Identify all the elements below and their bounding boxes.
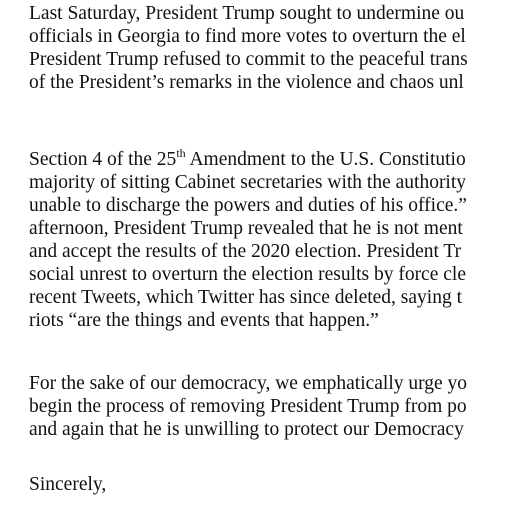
paragraph-3-line-2: begin the process of removing President Trump from po <box>29 396 467 417</box>
paragraph-2-line-4: afternoon, President Trump revealed that he is not ment <box>29 218 463 239</box>
paragraph-2-line-5: and accept the results of the 2020 election. President Tr <box>29 241 462 262</box>
paragraph-1-line-1: Last Saturday, President Trump sought to undermine ou <box>29 3 465 24</box>
paragraph-1-line-4: of the President’s remarks in the violence and chaos unl <box>29 72 464 93</box>
paragraph-2-line-1 <box>29 145 466 171</box>
paragraph-3-line-1: For the sake of our democracy, we emphatically urge yo <box>29 373 468 394</box>
paragraph-2-line-6: social unrest to overturn the election results by force cle <box>29 264 466 285</box>
closing-salutation: Sincerely, <box>29 474 107 495</box>
paragraph-2-line-1-end: Amendment to the U.S. Constitutio <box>185 149 466 170</box>
paragraph-1-line-3: President Trump refused to commit to the peaceful trans <box>29 49 468 70</box>
ordinal-superscript: th <box>176 145 186 160</box>
paragraph-2-line-3: unable to discharge the powers and duties of his office.” <box>29 195 467 216</box>
paragraph-2-line-8: riots “are the things and events that happen.” <box>29 310 379 331</box>
paragraph-2-line-7: recent Tweets, which Twitter has since deleted, saying t <box>29 287 462 308</box>
paragraph-2-line-1-start: Section 4 of the 25 <box>29 149 177 170</box>
paragraph-2-line-2: majority of sitting Cabinet secretaries with the authority <box>29 172 467 193</box>
paragraph-1-line-2: officials in Georgia to find more votes to overturn the el <box>29 26 466 47</box>
paragraph-3-line-3: and again that he is unwilling to protect our Democracy <box>29 419 464 440</box>
